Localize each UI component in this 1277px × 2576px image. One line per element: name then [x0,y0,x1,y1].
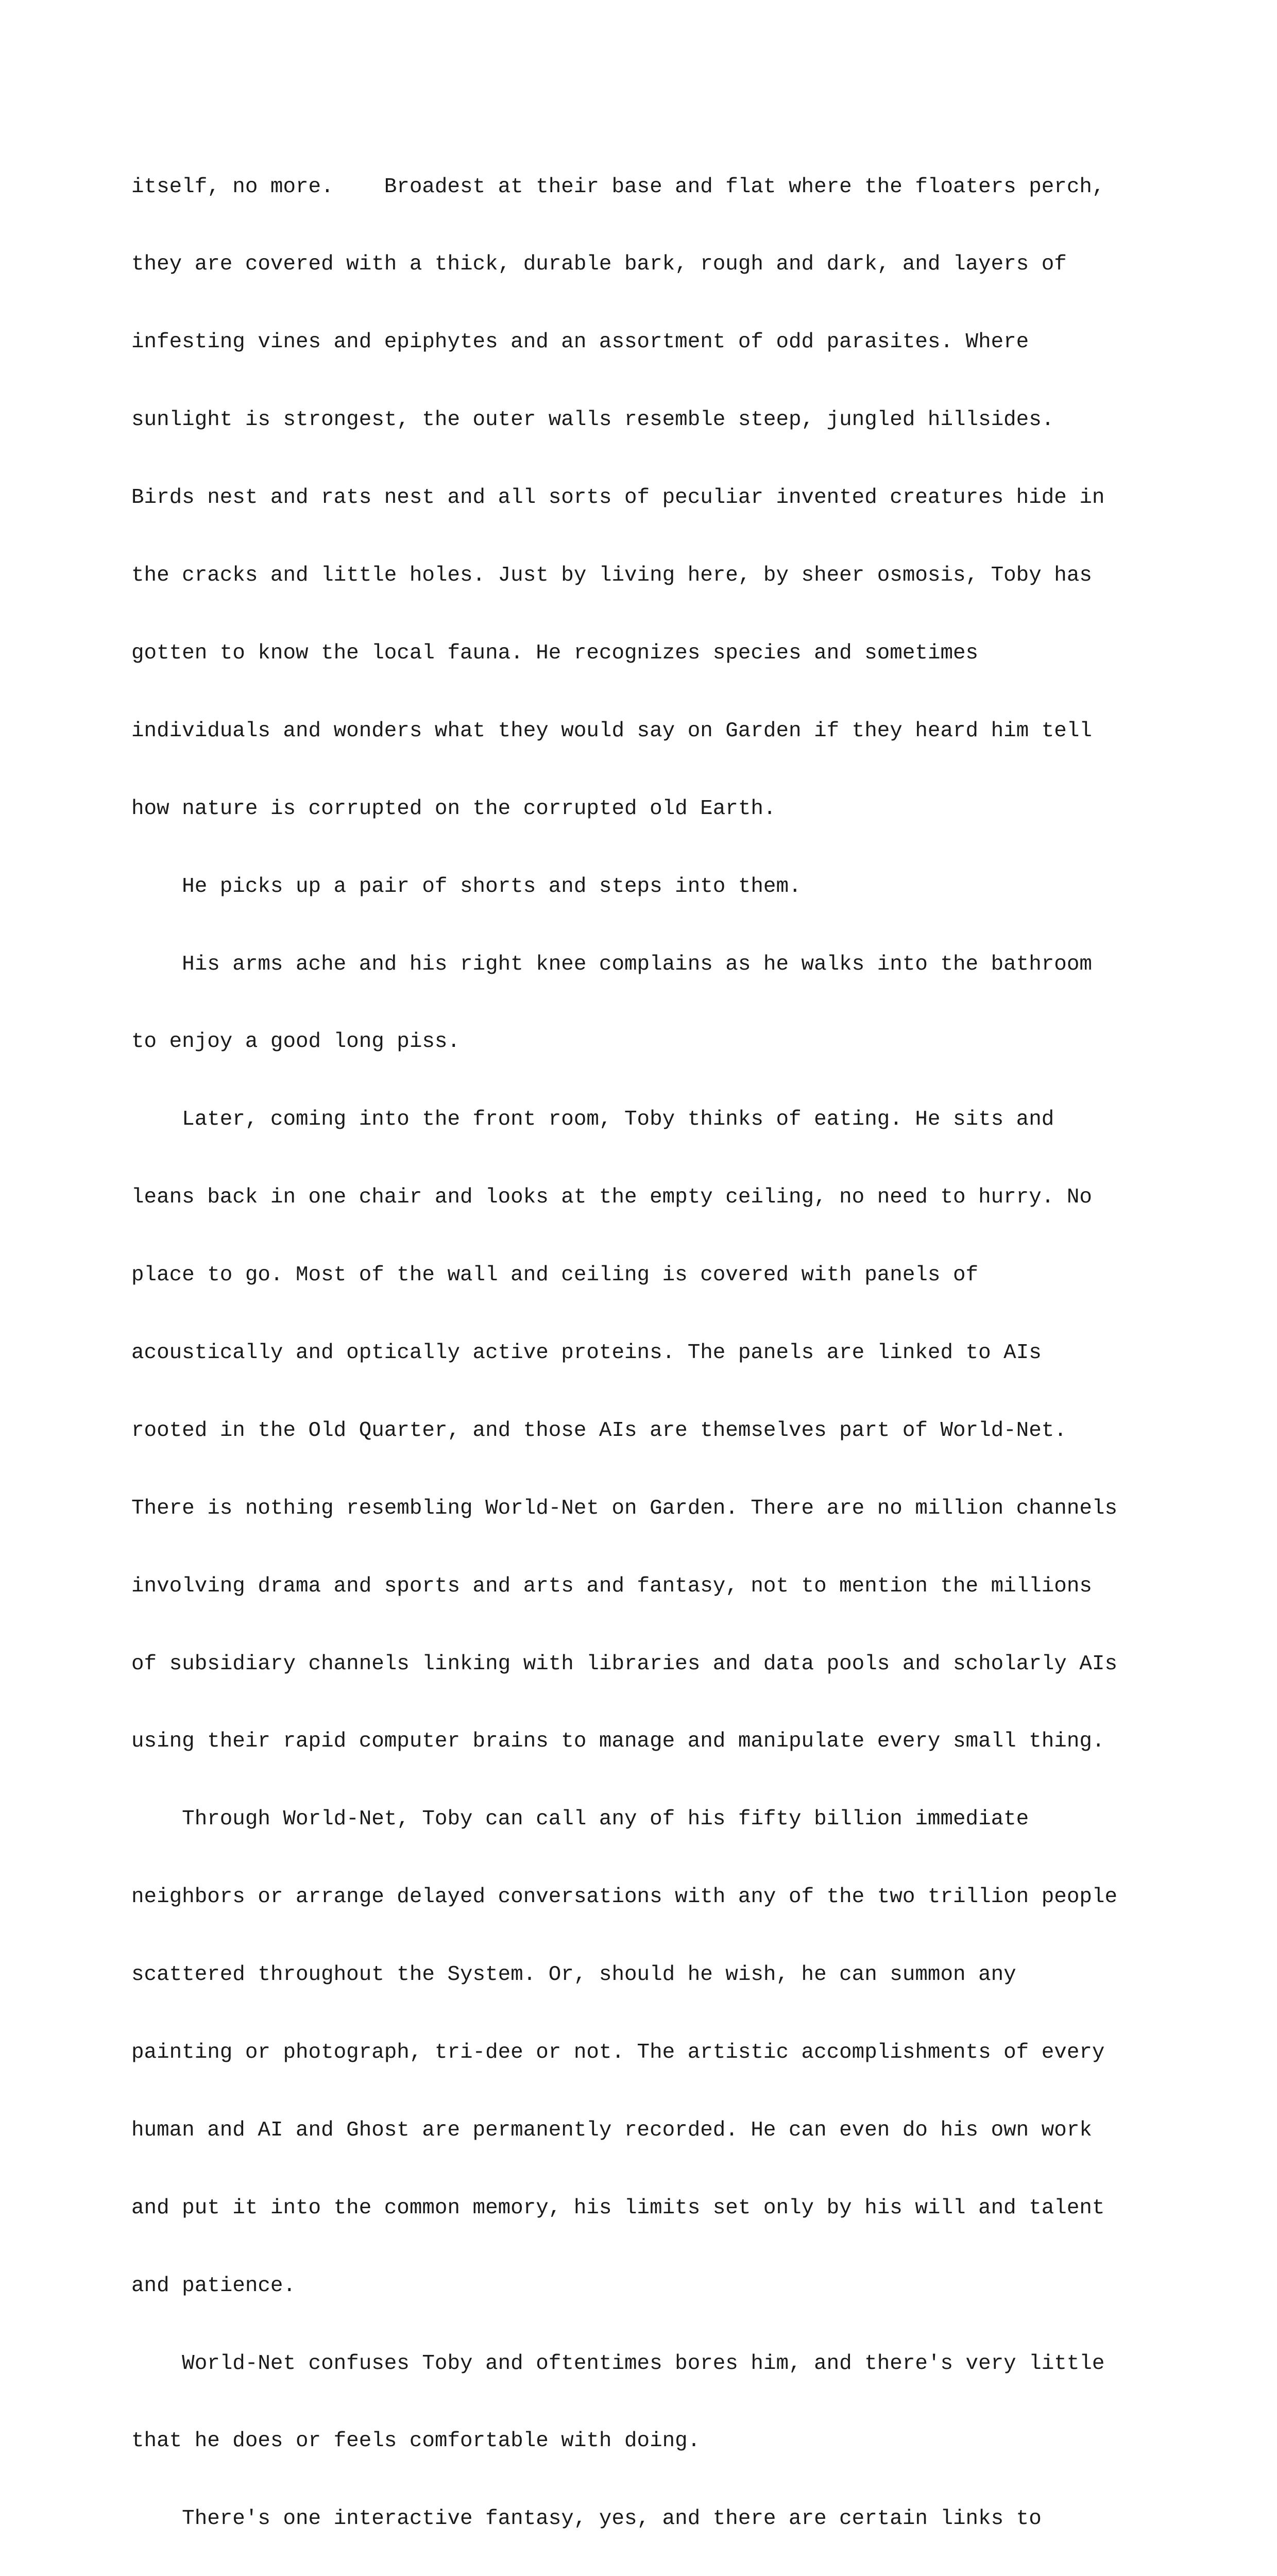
text-line: Birds nest and rats nest and all sorts of peculiar invented creatures hide in [131,486,1105,510]
text-line: Through World-Net, Toby can call any of his fifty billion immediate [131,1807,1029,1832]
text-line: rooted in the Old Quarter, and those AIs are themselves part of World-Net. [131,1418,1067,1443]
text-line: place to go. Most of the wall and ceiling is covered with panels of [131,1263,979,1287]
text-line: There's one interactive fantasy, yes, and there are certain links to [131,2507,1042,2531]
text-line: they are covered with a thick, durable bark, rough and dark, and layers of [131,252,1067,277]
text-line: individuals and wonders what they would say on Garden if they heard him tell [131,719,1092,743]
text-line: and put it into the common memory, his limits set only by his will and talent [131,2196,1105,2220]
text-line: There is nothing resembling World-Net on Garden. There are no million channels [131,1496,1117,1520]
text-line: itself, no more. Broadest at their base and flat where the floaters perch, [131,175,1105,199]
text-line: Later, coming into the front room, Toby thinks of eating. He sits and [131,1108,1054,1132]
text-line: that he does or feels comfortable with doing. [131,2429,701,2453]
text-line: World-Net confuses Toby and oftentimes bores him, and there's very little [131,2351,1105,2376]
text-line: His arms ache and his right knee complains as he walks into the bathroom [131,952,1092,976]
text-line: He picks up a pair of shorts and steps into them. [131,874,802,899]
text-line: infesting vines and epiphytes and an assortment of odd parasites. Where [131,330,1029,354]
body-text [131,122,1277,2576]
text-line: using their rapid computer brains to manage and manipulate every small thing. [131,1730,1105,1754]
text-line: to enjoy a good long piss. [131,1030,460,1054]
text-line: gotten to know the local fauna. He recognizes species and sometimes [131,641,979,665]
text-line: neighbors or arrange delayed conversations with any of the two trillion people [131,1885,1117,1909]
text-line: leans back in one chair and looks at the empty ceiling, no need to hurry. No [131,1185,1092,1210]
text-line: involving drama and sports and arts and fantasy, not to mention the millions [131,1574,1092,1598]
text-line: scattered throughout the System. Or, should he wish, he can summon any [131,1963,1016,1987]
text-line: how nature is corrupted on the corrupted old Earth. [131,796,776,821]
text-line: painting or photograph, tri-dee or not. The artistic accomplishments of every [131,2040,1105,2064]
text-line: acoustically and optically active proteins. The panels are linked to AIs [131,1341,1042,1365]
text-line: of subsidiary channels linking with libraries and data pools and scholarly AIs [131,1652,1117,1676]
text-line: sunlight is strongest, the outer walls resemble steep, jungled hillsides. [131,408,1054,432]
text-line: and patience. [131,2274,296,2298]
text-line: human and AI and Ghost are permanently recorded. He can even do his own work [131,2118,1092,2142]
text-line: the cracks and little holes. Just by living here, by sheer osmosis, Toby has [131,564,1092,588]
